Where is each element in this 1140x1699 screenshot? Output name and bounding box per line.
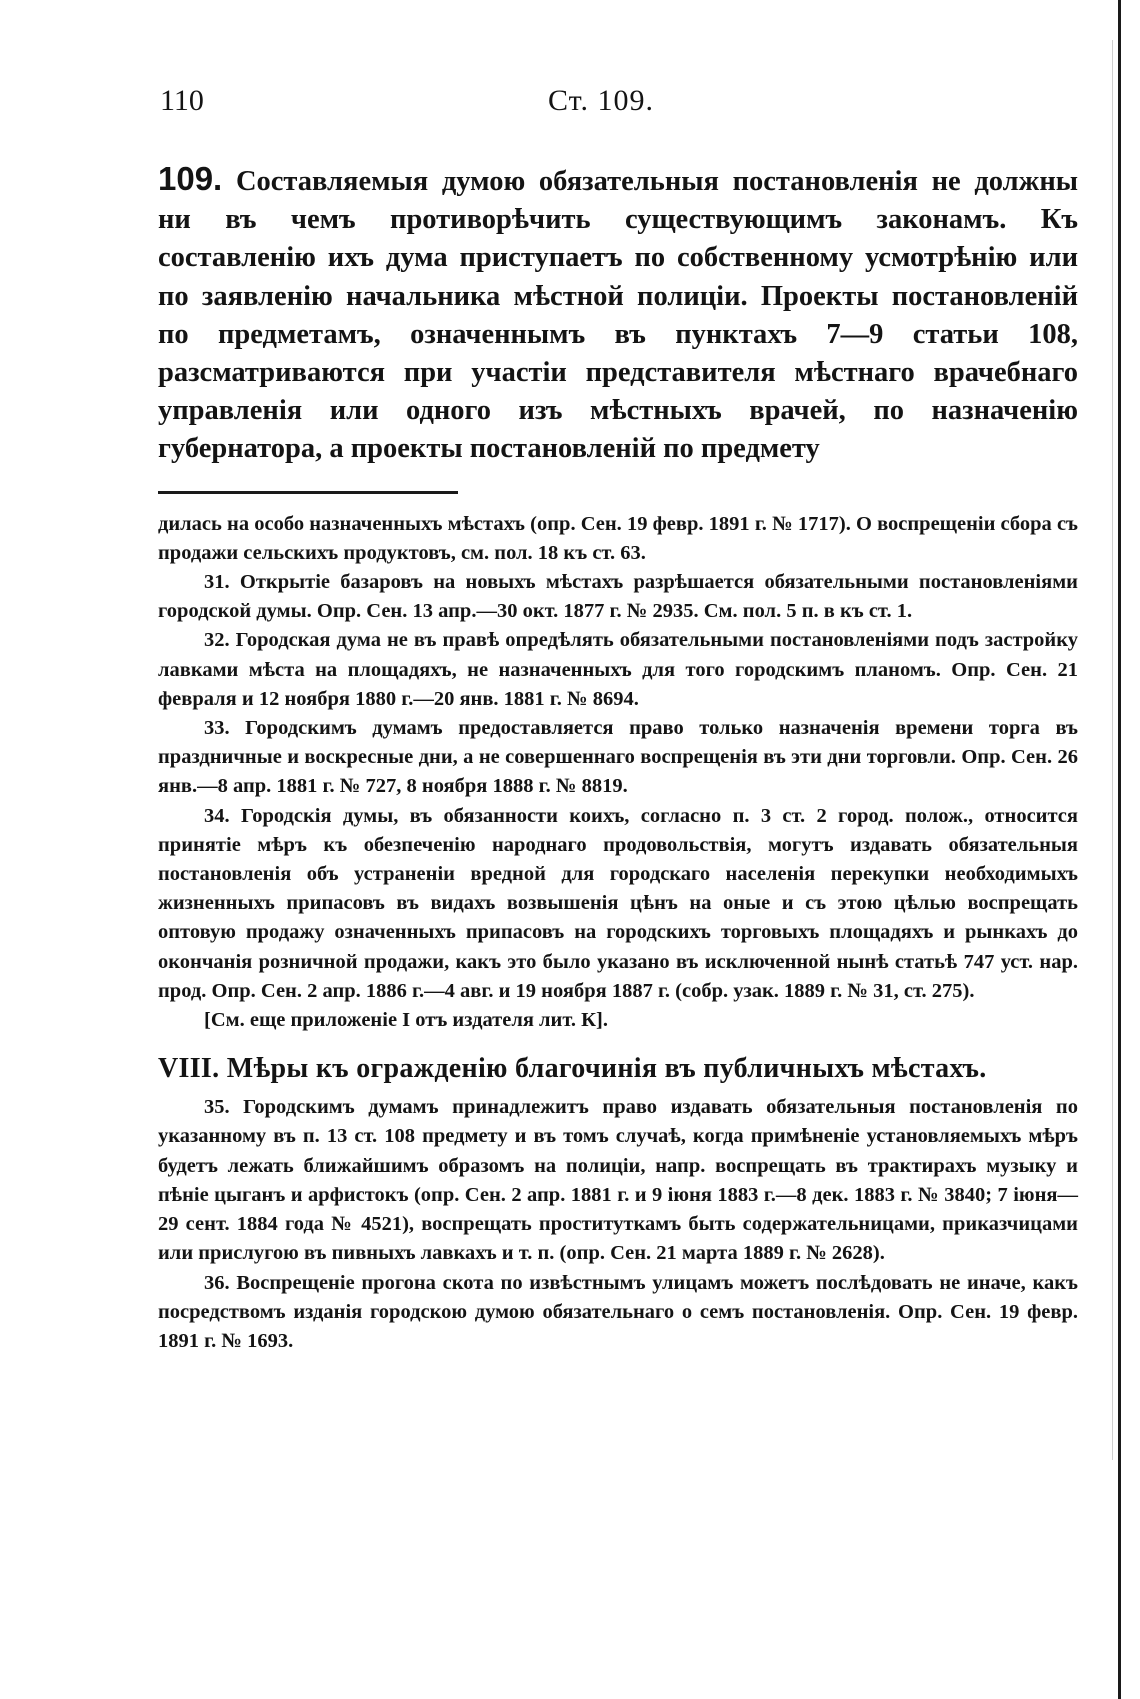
article-text: Составляемыя думою обязательныя постановленія не должны ни въ чемъ противорѣчить существующимъ законамъ. Къ составленію ихъ дума приступаетъ по собственному усмотрѣнію или по заявленію начальника мѣстной полиціи. Проекты постановленій по предметамъ, означеннымъ въ пунктахъ 7—9 статьи 108, разсматриваются при участіи представителя мѣстнаго врачебнаго управленія или одного изъ мѣстныхъ врачей, по назначенію губернатора, а проекты постановленій по предмету (158, 166, 1078, 465)
note-36: 36. Воспрещеніе прогона скота по извѣстнымъ улицамъ можетъ послѣдовать не иначе, какъ посредствомъ изданія городскою думою обязательнаго о семъ постановленія. Опр. Сен. 19 февр. 1891 г. № 1693. (158, 1271, 1078, 1352)
note-35: 35. Городскимъ думамъ принадлежитъ право издавать обязательныя постановленія по указанному въ п. 13 ст. 108 предмету и въ томъ случаѣ, когда примѣненіе установляемыхъ мѣръ будетъ лежать ближайшимъ образомъ на полиціи, напр. воспрещать въ трактирахъ музыку и пѣніе цыганъ и арфистокъ (опр. Сен. 2 апр. 1881 г. и 9 іюня 1883 г.—8 дек. 1883 г. № 3840; 7 іюня—29 сент. 1884 года № 4521), воспрещать проституткамъ быть содержательницами, приказчицами или прислугою въ пивныхъ лавкахъ и т. п. (опр. Сен. 21 марта 1889 г. № 2628). (158, 1096, 1078, 1265)
note-continuation: дилась на особо назначенныхъ мѣстахъ (опр. Сен. 19 февр. 1891 г. № 1717). О воспрещеніи сбора съ продажи сельскихъ продуктовъ, см. пол. 18 къ ст. 63. (158, 512, 1078, 564)
note-32: 32. Городская дума не въ правѣ опредѣлять обязательными постановленіями подъ застройку лавками мѣста на площадяхъ, не назначенныхъ для того городскимъ планомъ. Опр. Сен. 21 февраля и 12 ноября 1880 г.—20 янв. 1881 г. № 8694. (158, 629, 1078, 710)
page-edge-shadow (1112, 40, 1113, 1460)
section-heading-viii: VIII. Мѣры къ огражденію благочинія въ публичныхъ мѣстахъ. (158, 1053, 987, 1085)
article-number: 109. (158, 160, 223, 197)
footnote-rule (158, 491, 458, 494)
note-34: 34. Городскія думы, въ обязанности коихъ, согласно п. 3 ст. 2 город. полож., относится принятіе мѣръ къ обезпеченію народнаго продовольствія, могутъ издавать обязательныя постановленія объ устраненіи вредной для городскаго населенія перекупки необходимыхъ жизненныхъ припасовъ въ видахъ возвышенія цѣнъ на оные и съ этою цѣлью воспрещать оптовую продажу означенныхъ припасовъ на городскихъ торговыхъ площадяхъ и рынкахъ до окончанія розничной продажи, какъ это было указано въ исключенной нынѣ статьѣ 747 уст. нар. прод. Опр. Сен. 2 апр. 1886 г.—4 авг. и 19 ноября 1887 г. (собр. узак. 1889 г. № 31, ст. 275). (158, 804, 1078, 1002)
page-number: 110 (160, 84, 204, 117)
article-109 (158, 160, 1078, 469)
page-header (158, 84, 1078, 124)
running-title: Ст. 109. (548, 84, 654, 117)
page-edge-line (1118, 0, 1121, 1699)
footnotes (158, 510, 1078, 1036)
note-33: 33. Городскимъ думамъ предоставляется право только назначенія времени торга въ праздничные и воскресные дни, а не совершеннаго воспрещенія въ эти дни торговли. Опр. Сен. 26 янв.—8 апр. 1881 г. № 727, 8 ноября 1888 г. № 8819. (158, 717, 1078, 798)
note-31: 31. Открытіе базаровъ на новыхъ мѣстахъ разрѣшается обязательными постановленіями городской думы. Опр. Сен. 13 апр.—30 окт. 1877 г. № 2935. См. пол. 5 п. в къ ст. 1. (158, 571, 1078, 623)
section-footnotes (158, 1093, 1078, 1356)
document-page (158, 84, 1078, 1356)
note-reference: [См. еще приложеніе I отъ издателя лит. К]. (204, 1009, 608, 1032)
